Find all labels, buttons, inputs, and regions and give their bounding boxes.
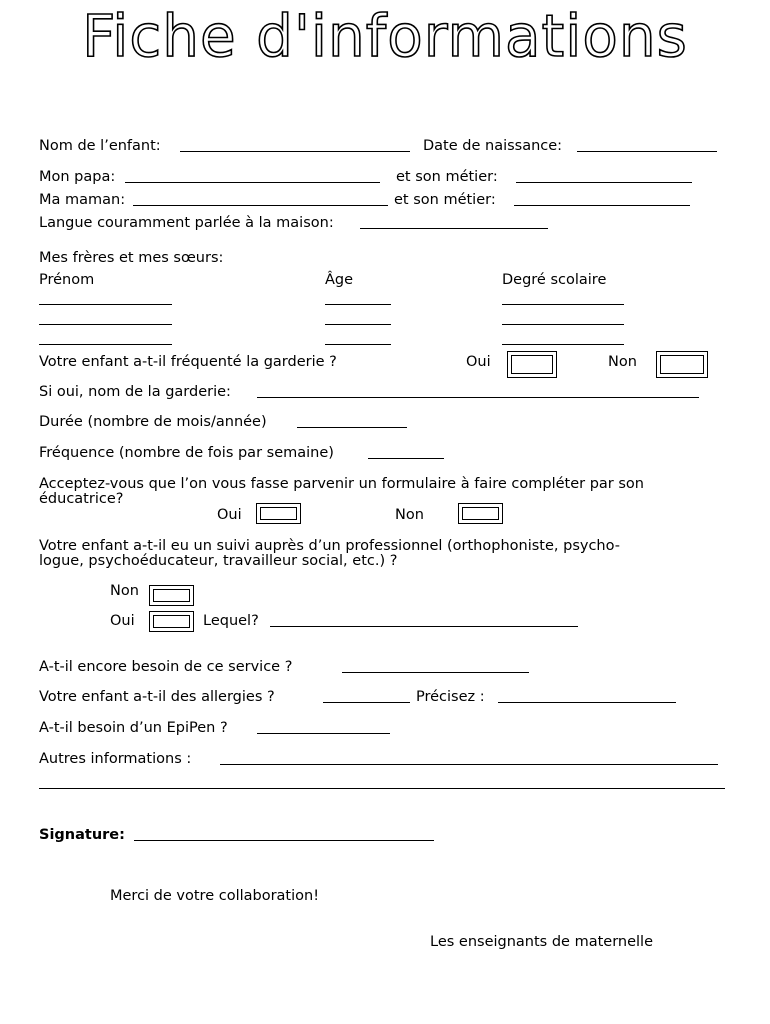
language-field[interactable] bbox=[360, 228, 548, 229]
thanks-text: Merci de votre collaboration! bbox=[110, 888, 320, 904]
daycare-name-label: Si oui, nom de la garderie: bbox=[39, 384, 231, 400]
papa-field[interactable] bbox=[125, 182, 380, 183]
sibling-2-age-field[interactable] bbox=[325, 324, 391, 325]
professional-no-label: Non bbox=[110, 583, 139, 599]
siblings-col-age: Âge bbox=[325, 272, 354, 288]
child-name-label: Nom de l’enfant: bbox=[39, 138, 161, 154]
professional-question-line2: logue, psychoéducateur, travailleur social, etc.) ? bbox=[39, 553, 398, 569]
footer-text: Les enseignants de maternelle bbox=[430, 934, 653, 950]
professional-question-line1: Votre enfant a-t-il eu un suivi auprès d’un professionnel (orthophoniste, psycho- bbox=[39, 538, 620, 554]
daycare-frequency-field[interactable] bbox=[368, 458, 444, 459]
professional-which-label: Lequel? bbox=[203, 613, 259, 629]
service-need-label: A-t-il encore besoin de ce service ? bbox=[39, 659, 293, 675]
form-request-question-line1: Acceptez-vous que l’on vous fasse parvenir un formulaire à faire compléter par son bbox=[39, 476, 644, 492]
specify-field[interactable] bbox=[498, 702, 676, 703]
signature-label: Signature: bbox=[39, 827, 125, 843]
maman-field[interactable] bbox=[133, 205, 388, 206]
allergies-field[interactable] bbox=[323, 702, 410, 703]
daycare-duration-label: Durée (nombre de mois/année) bbox=[39, 414, 267, 430]
siblings-col-grade: Degré scolaire bbox=[502, 272, 607, 288]
page-title: Fiche d'informations bbox=[82, 2, 688, 70]
maman-job-label: et son métier: bbox=[394, 192, 496, 208]
daycare-no-label: Non bbox=[608, 354, 637, 370]
sibling-2-grade-field[interactable] bbox=[502, 324, 624, 325]
form-request-yes-checkbox[interactable] bbox=[256, 503, 301, 524]
sibling-1-age-field[interactable] bbox=[325, 304, 391, 305]
other-info-label: Autres informations : bbox=[39, 751, 192, 767]
daycare-no-checkbox[interactable] bbox=[656, 351, 708, 378]
siblings-heading: Mes frères et mes sœurs: bbox=[39, 250, 224, 266]
professional-no-checkbox[interactable] bbox=[149, 585, 194, 606]
maman-job-field[interactable] bbox=[514, 205, 690, 206]
papa-label: Mon papa: bbox=[39, 169, 116, 185]
papa-job-field[interactable] bbox=[516, 182, 692, 183]
service-need-field[interactable] bbox=[342, 672, 529, 673]
sibling-3-age-field[interactable] bbox=[325, 344, 391, 345]
child-name-field[interactable] bbox=[180, 151, 410, 152]
birth-date-label: Date de naissance: bbox=[423, 138, 563, 154]
other-info-field-line2[interactable] bbox=[39, 788, 725, 789]
other-info-field[interactable] bbox=[220, 764, 718, 765]
sibling-1-name-field[interactable] bbox=[39, 304, 172, 305]
birth-date-field[interactable] bbox=[577, 151, 717, 152]
epipen-field[interactable] bbox=[257, 733, 390, 734]
professional-yes-label: Oui bbox=[110, 613, 135, 629]
daycare-question: Votre enfant a-t-il fréquenté la garderie ? bbox=[39, 354, 337, 370]
maman-label: Ma maman: bbox=[39, 192, 126, 208]
form-request-question-line2: éducatrice? bbox=[39, 491, 124, 507]
sibling-1-grade-field[interactable] bbox=[502, 304, 624, 305]
sibling-3-grade-field[interactable] bbox=[502, 344, 624, 345]
siblings-col-name: Prénom bbox=[39, 272, 95, 288]
signature-field[interactable] bbox=[134, 840, 434, 841]
sibling-3-name-field[interactable] bbox=[39, 344, 172, 345]
form-request-yes-label: Oui bbox=[217, 507, 242, 523]
daycare-frequency-label: Fréquence (nombre de fois par semaine) bbox=[39, 445, 334, 461]
epipen-label: A-t-il besoin d’un EpiPen ? bbox=[39, 720, 228, 736]
allergies-label: Votre enfant a-t-il des allergies ? bbox=[39, 689, 275, 705]
form-request-no-checkbox[interactable] bbox=[458, 503, 503, 524]
specify-label: Précisez : bbox=[416, 689, 485, 705]
daycare-duration-field[interactable] bbox=[297, 427, 407, 428]
sibling-2-name-field[interactable] bbox=[39, 324, 172, 325]
daycare-yes-checkbox[interactable] bbox=[507, 351, 557, 378]
daycare-yes-label: Oui bbox=[466, 354, 491, 370]
professional-yes-checkbox[interactable] bbox=[149, 611, 194, 632]
language-label: Langue couramment parlée à la maison: bbox=[39, 215, 334, 231]
form-request-no-label: Non bbox=[395, 507, 424, 523]
professional-which-field[interactable] bbox=[270, 626, 578, 627]
papa-job-label: et son métier: bbox=[396, 169, 498, 185]
daycare-name-field[interactable] bbox=[257, 397, 699, 398]
